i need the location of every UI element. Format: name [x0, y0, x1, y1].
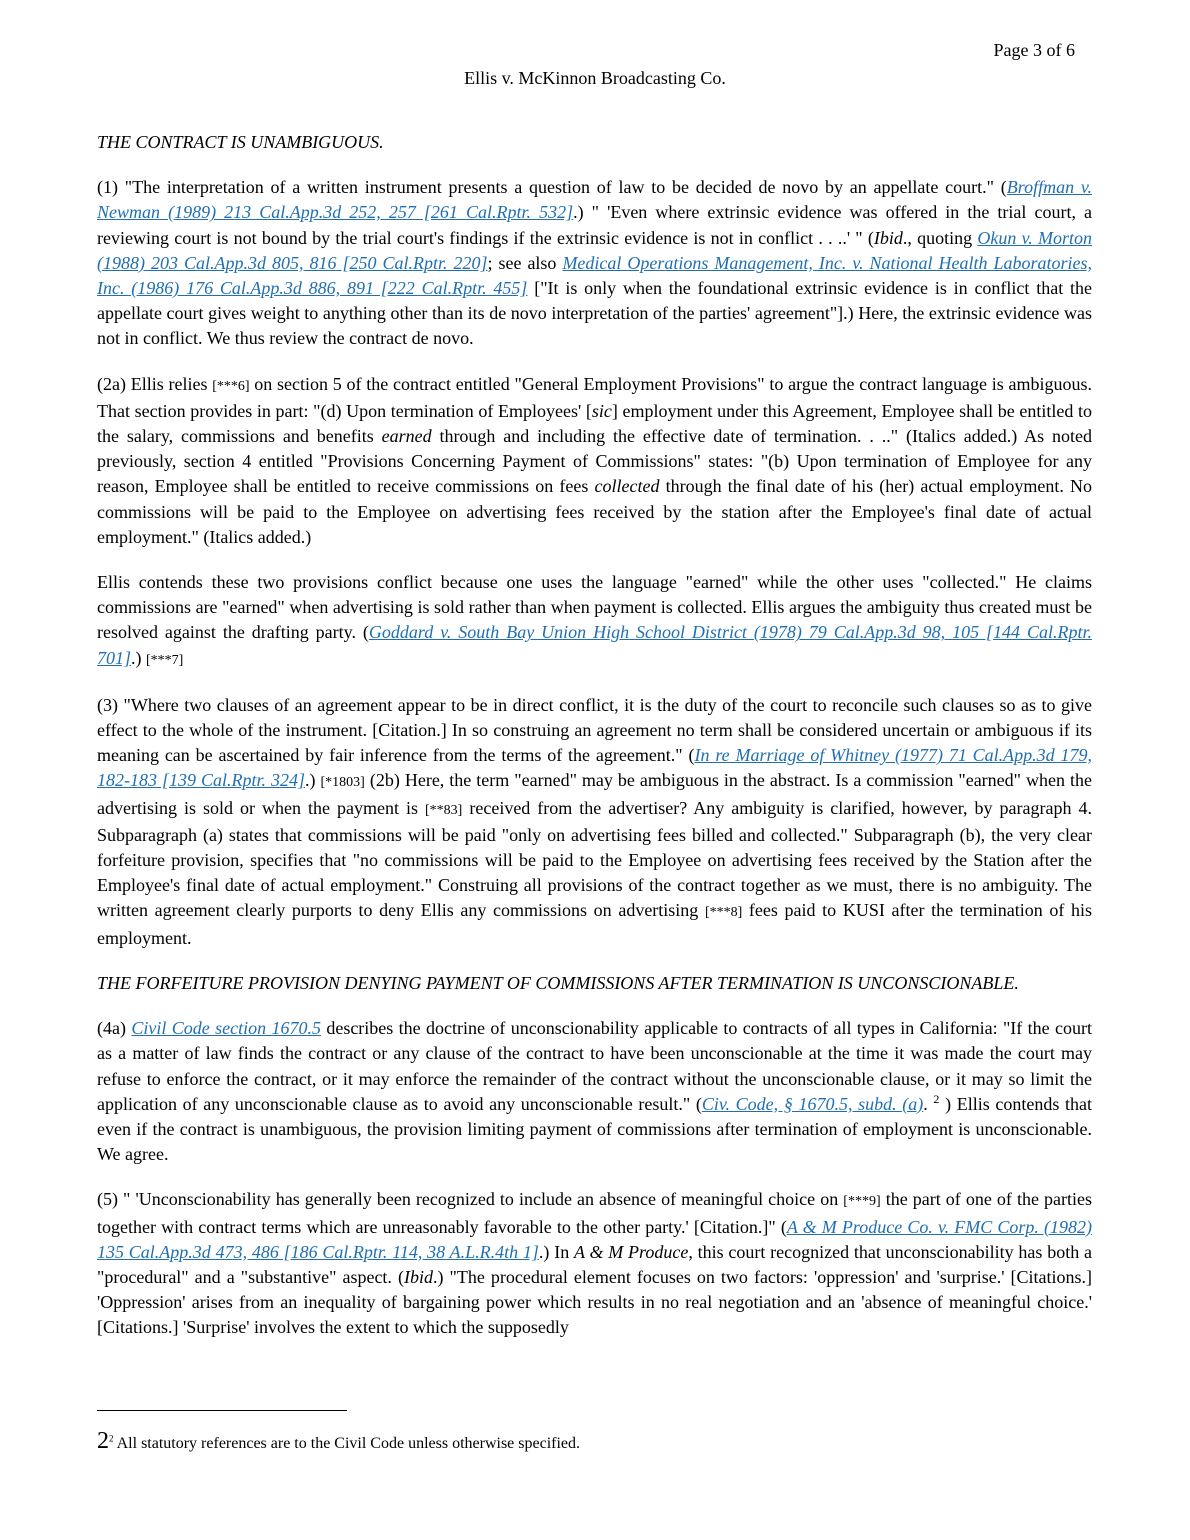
- text: Ellis contends these two provisions conflict because one uses the language "earned" while the other uses "collected." He claims commissions are "earned" when advertising is sold rather than when payment is collected. Ellis argues the ambiguity thus created must be resolved against the drafting party. (: [97, 572, 1092, 643]
- text: (3) "Where two clauses of an agreement appear to be in direct conflict, it is the duty of the court to reconcile such clauses so as to give effect to the whole of the instrument. [Citation.] In so construing an agreement no term shall be considered uncertain or ambiguous if its meaning can be ascertained by fair inference from the terms of the agreement." (: [97, 694, 1092, 766]
- paragraph-3: [97, 570, 1092, 673]
- page-number: Page 3 of 6: [993, 40, 1075, 60]
- paragraph-6: [97, 1187, 1092, 1340]
- text: received from the advertiser? Any ambiguity is clarified, however, by paragraph 4. Subparagraph (a) states that commissions will be paid "only on advertising fees billed and collected." Subparagraph (b), the very clear forfeiture provision, specifies that "no commissions will be paid to the Employee on advertising fees received by the Station after the Employee's final date of actual employment." Construing all provisions of the contract together as we must, there is no ambiguity. The written agreement clearly purports to deny Ellis any commissions on advertising: [97, 797, 1092, 921]
- star-page-marker: [**83]: [425, 802, 463, 818]
- citation-link-okun[interactable]: Okun v. Morton (1988) 203 Cal.App.3d 805, 816 [250 Cal.Rptr. 220]: [97, 227, 1092, 273]
- footnote-superscript: 2: [109, 1433, 114, 1444]
- paragraph-2: [97, 372, 1092, 550]
- citation-link-civil-code-1670-5[interactable]: Civil Code section 1670.5: [131, 1018, 321, 1039]
- star-page-marker: [***9]: [843, 1194, 881, 1210]
- text: ["It is only when the foundational extrinsic evidence is in conflict that the appellate court gives weight to anything other than its de novo interpretation of the parties' agreement"].) Here, the extrinsic evidence was not in conflict. We thus review the contract de novo.: [97, 278, 1093, 349]
- footnote-text: All statutory references are to the Civil Code unless otherwise specified.: [113, 1435, 581, 1452]
- text: .) " 'Even where extrinsic evidence was offered in the trial court, a reviewing court is not bound by the trial court's findings if the extrinsic evidence is not in conflict . . ..' " (: [97, 202, 1093, 248]
- opinion-body: [97, 130, 1092, 1361]
- section-heading-unconscionable: THE FORFEITURE PROVISION DENYING PAYMENT OF COMMISSIONS AFTER TERMINATION IS UNCONSCIONABLE.: [97, 972, 1019, 993]
- italic-text: Ibid: [873, 227, 903, 248]
- paragraph-4: [97, 693, 1092, 951]
- text: .): [131, 647, 147, 668]
- citation-link-whitney[interactable]: In re Marriage of Whitney (1977) 71 Cal.App.3d 179, 182-183 [139 Cal.Rptr. 324]: [97, 745, 1093, 791]
- text: (5) " 'Unconscionability has generally been recognized to include an absence of meaningful choice on: [97, 1189, 844, 1210]
- star-page-marker: [***6]: [212, 378, 250, 394]
- text: .) "The procedural element focuses on two factors: 'oppression' and 'surprise.' [Citations.] 'Oppression' arises from an inequality of bargaining power which results in no real negotiation and an 'absence of meaningful choice.' [Citations.] 'Surprise' involves the extent to which the supposedly: [97, 1266, 1092, 1338]
- case-title: Ellis v. McKinnon Broadcasting Co.: [464, 68, 726, 88]
- citation-link-civ-code-subd-a[interactable]: Civ. Code, § 1670.5, subd. (a): [701, 1093, 924, 1114]
- star-page-marker: [***8]: [704, 905, 743, 921]
- text: (4a): [97, 1018, 132, 1039]
- text: through the final date of his (her) actual employment. No commissions will be paid to the Employee on advertising fees received by the station after the Employee's final date of actual employment." (Italics added.): [97, 476, 1093, 547]
- section-heading-unambiguous: THE CONTRACT IS UNAMBIGUOUS.: [97, 132, 384, 152]
- text: on section 5 of the contract entitled "General Employment Provisions" to argue the contract language is ambiguous. That section provides in part: "(d) Upon termination of Employees' [: [97, 373, 1092, 421]
- italic-text: Ibid: [403, 1266, 433, 1287]
- text: .: [923, 1093, 934, 1114]
- text: ] employment under this Agreement, Employee shall be entitled to the salary, commissions and benefits: [97, 400, 1092, 447]
- text: through and including the effective date of termination. . .." (Italics added.) As noted previously, section 4 entitled "Provisions Concerning Payment of Commissions" states: "(b) Upon termination of Employee for any reason, Employee shall be entitled to receive commissions on fees: [97, 426, 1092, 497]
- footnote-number: 2: [97, 1428, 109, 1454]
- paragraph-1: [97, 175, 1092, 351]
- citation-link-a-m-produce[interactable]: A & M Produce Co. v. FMC Corp. (1982) 135 Cal.App.3d 473, 486 [186 Cal.Rptr. 114, 38 A.L.R.4th 1]: [97, 1216, 1092, 1262]
- footnote-reference[interactable]: 2: [933, 1091, 940, 1106]
- citation-link-broffman[interactable]: Broffman v. Newman (1989) 213 Cal.App.3d 252, 257 [261 Cal.Rptr. 532]: [97, 177, 1092, 223]
- paragraph-5: [97, 1016, 1092, 1167]
- text: ; see also: [487, 252, 563, 273]
- text: (2a) Ellis relies: [97, 373, 213, 394]
- text: .): [305, 770, 321, 791]
- text: (2b) Here, the term "earned" may be ambiguous in the abstract. Is a commission "earned" when the advertising is sold or when the payment is: [97, 770, 1092, 818]
- text: fees paid to KUSI after the termination of his employment.: [97, 900, 1092, 948]
- text: ) Ellis contends that even if the contract is unambiguous, the provision limiting payment of commissions after termination of employment is unconscionable. We agree.: [97, 1093, 1093, 1165]
- text: .) In: [538, 1241, 574, 1262]
- text: (1) "The interpretation of a written instrument presents a question of law to be decided de novo by an appellate court." (: [97, 177, 1007, 198]
- citation-link-goddard[interactable]: Goddard v. South Bay Union High School District (1978) 79 Cal.App.3d 98, 105 [144 Cal.Rptr. 701]: [97, 622, 1092, 668]
- star-page-marker: [*1803]: [320, 775, 365, 791]
- text: ., quoting: [902, 227, 978, 248]
- citation-link-medical-operations[interactable]: Medical Operations Management, Inc. v. National Health Laboratories, Inc. (1986) 176 Cal.App.3d 886, 891 [222 Cal.Rptr. 455]: [97, 252, 1092, 299]
- footnote: [97, 1428, 580, 1455]
- text: , this court recognized that unconscionability has both a "procedural" and a "substantive" aspect. (: [97, 1241, 1092, 1287]
- italic-text: sic: [591, 400, 612, 421]
- footnote-divider: [97, 1410, 347, 1411]
- italic-text: collected: [594, 476, 660, 497]
- text: describes the doctrine of unconscionability applicable to contracts of all types in California: "If the court as a matter of law finds the contract or any clause of the contract to have been unconscionable at the time it was made the court may refuse to enforce the contract, or it may enforce the remainder of the contract without the unconscionable clause, or it may so limit the application of any unconscionable clause as to avoid any unconscionable result." (: [97, 1018, 1092, 1114]
- text: the part of one of the parties together with contract terms which are unreasonably favorable to the other party.' [Citation.]" (: [97, 1189, 1092, 1237]
- star-page-marker: [***7]: [146, 652, 184, 668]
- italic-text: A & M Produce: [573, 1241, 689, 1262]
- italic-text: earned: [381, 426, 432, 447]
